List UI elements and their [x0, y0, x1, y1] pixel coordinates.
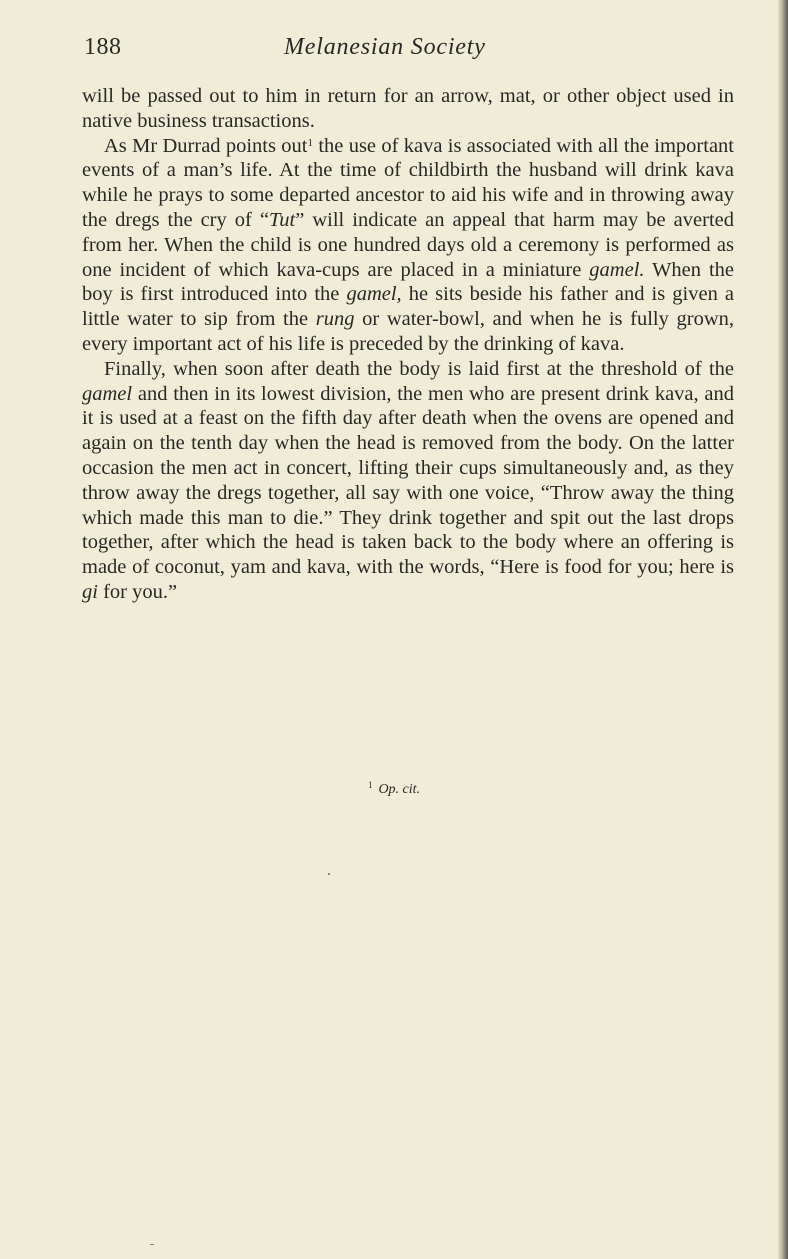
text-segment: will be passed out to him in return for an arrow, mat, or other object used in native business transactions.: [82, 85, 734, 132]
paragraph: [82, 84, 734, 134]
text-segment: ” will indicate an appeal that harm may be averted from her. When the child is one hundred days old a ceremony is performed as one incident of which kava-cups are placed in a miniature: [82, 208, 734, 281]
text-segment: As Mr Durrad points out: [104, 134, 308, 157]
text-segment: When the boy is first introduced into the: [82, 258, 735, 306]
italic-term: gi: [82, 580, 98, 603]
page-edge: [778, 0, 788, 1259]
paper-speck: [150, 1244, 154, 1245]
text-segment: he sits beside his father and is given a little water to sip from the: [82, 283, 734, 331]
footnote-marker: 1: [367, 780, 373, 790]
footnote-text: Op. cit.: [378, 782, 421, 797]
text-segment: the use of kava is associated with all the important events of a man’s life. At the time of childbirth the husband will drink kava while he prays to some departed ancestor to aid his wife and in throwing away the dregs the cry of “: [82, 134, 735, 231]
paragraph: [82, 357, 734, 605]
page-number: 188: [84, 34, 122, 60]
paragraph: [82, 134, 734, 357]
page-header: [84, 34, 734, 68]
italic-term: gamel: [82, 382, 133, 405]
italic-term: gamel,: [346, 283, 402, 306]
italic-term: rung: [315, 308, 355, 331]
text-segment: for you.”: [97, 580, 178, 603]
italic-term: Tut: [268, 208, 296, 231]
text-segment: Finally, when soon after death the body is laid first at the threshold of the: [104, 357, 734, 380]
body-text: [82, 84, 734, 605]
paper-speck: [328, 873, 330, 875]
footnote: [0, 780, 788, 798]
running-title: Melanesian Society: [284, 34, 486, 60]
text-segment: and then in its lowest division, the men who are present drink kava, and it is used at a feast on the fifth day after death when the ovens are opened and again on the tenth day when the head is removed from the body. On the latter occasion the men act in concert, lifting their cups simultaneously and, as they throw away the dregs together, all say with one voice, “Throw away the thing which made this man to die.” They drink together and spit out the last drops together, after which the head is taken back to the body where an offering is made of coconut, yam and kava, with the words, “Here is food for you; here is: [82, 382, 734, 579]
footnote-reference: 1: [307, 136, 314, 149]
italic-term: gamel.: [589, 258, 645, 281]
text-segment: or water-bowl, and when he is fully grown, every important act of his life is preceded by the drinking of kava.: [82, 308, 735, 355]
